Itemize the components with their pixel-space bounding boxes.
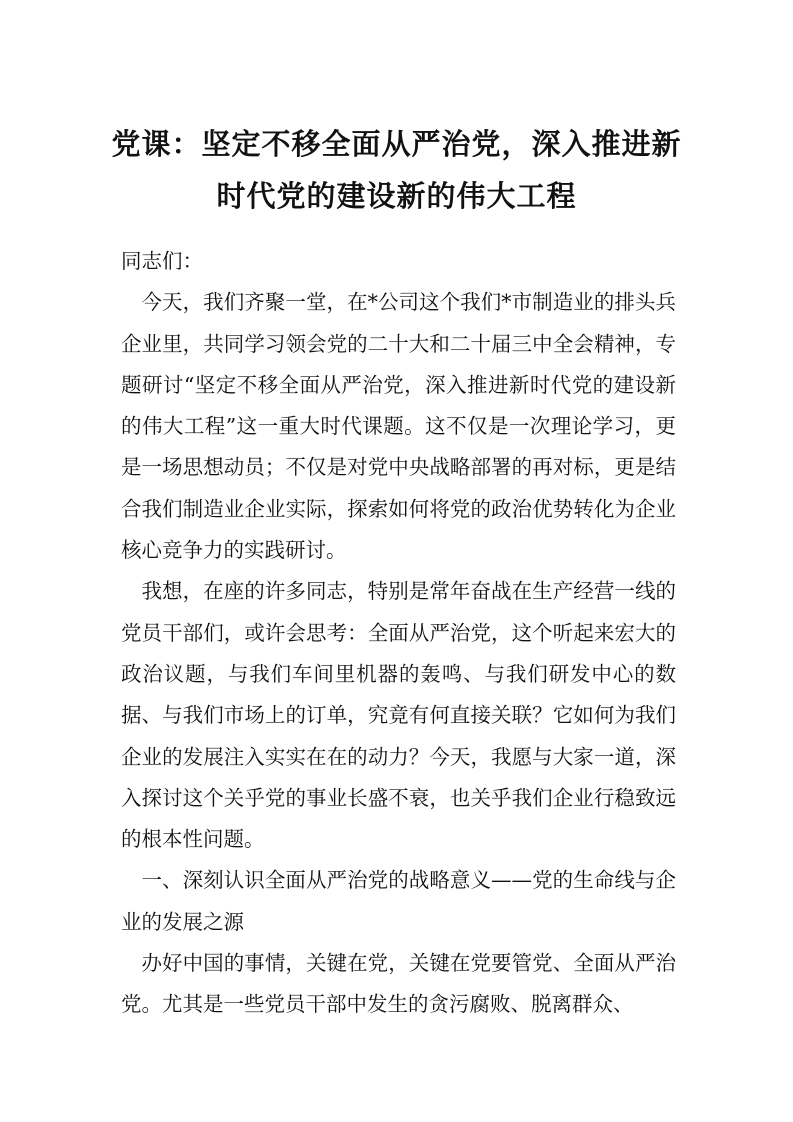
- greeting-line: 同志们：: [121, 249, 203, 273]
- paragraph-section-1: 办好中国的事情，关键在党，关键在党要管党、全面从严治党。尤其是一些党员干部中发生的贪污腐败、脱离群众、: [121, 951, 676, 1017]
- document-body: [121, 241, 676, 1026]
- paragraph-question: 我想，在座的许多同志，特别是常年奋战在生产经营一线的党员干部们，或许会思考：全面从严治党，这个听起来宏大的政治议题，与我们车间里机器的轰鸣、与我们研发中心的数据、与我们市场上的订单，究竟有何直接关联？它如何为我们企业的发展注入实实在在的动力？今天，我愿与大家一道，深入探讨这个关乎党的事业长盛不衰，也关乎我们企业行稳致远的根本性问题。: [121, 579, 676, 852]
- document-title: 党课：坚定不移全面从严治党，深入推进新时代党的建设新的伟大工程: [111, 127, 682, 213]
- paragraph-intro: 今天，我们齐聚一堂，在*公司这个我们*市制造业的排头兵企业里，共同学习领会党的二十大和二十届三中全会精神，专题研讨“坚定不移全面从严治党，深入推进新时代党的建设新的伟大工程”这一重大时代课题。这不仅是一次理论学习，更是一场思想动员；不仅是对党中央战略部署的再对标，更是结合我们制造业企业实际，探索如何将党的政治优势转化为企业核心竞争力的实践研讨。: [121, 290, 676, 563]
- section-heading-1: 一、深刻认识全面从严治党的战略意义——党的生命线与企业的发展之源: [121, 868, 676, 934]
